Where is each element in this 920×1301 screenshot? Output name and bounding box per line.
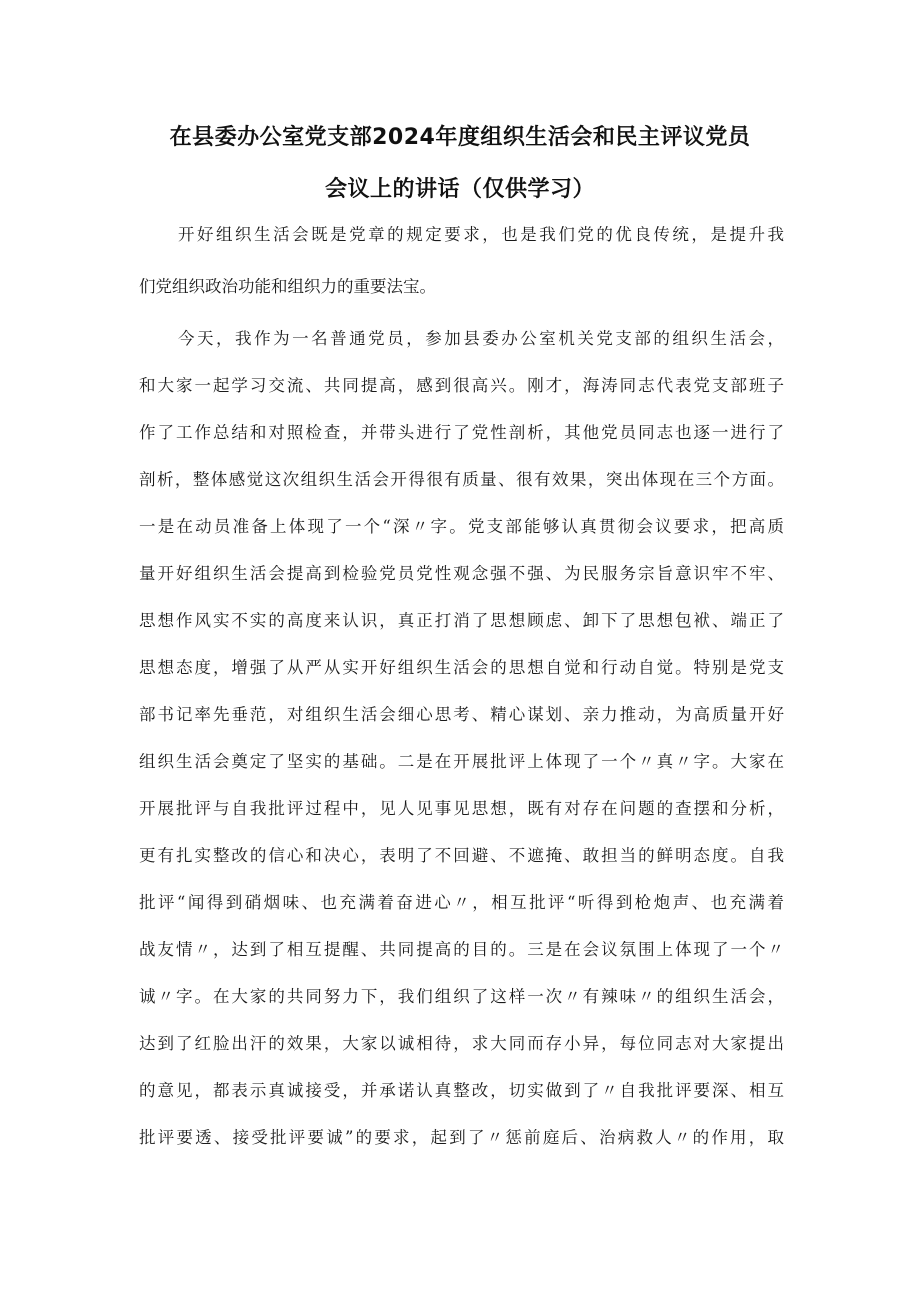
paragraph-2-line-7: 思想作风实不实的高度来认识，真正打消了思想顾虑、卸下了思想包袱、端正了 bbox=[139, 611, 784, 630]
paragraph-2-line-13: 批评“闻得到硝烟味、也充满着奋进心〃，相互批评“听得到枪炮声、也充满着 bbox=[139, 893, 784, 912]
paragraph-2-line-5: 一是在动员准备上体现了一个“深〃字。党支部能够认真贯彻会议要求，把高质 bbox=[139, 517, 784, 536]
paragraph-2-line-11: 开展批评与自我批评过程中，见人见事见思想，既有对存在问题的查摆和分析， bbox=[139, 799, 784, 818]
paragraph-2-line-17: 的意见，都表示真诚接受，并承诺认真整改，切实做到了〃自我批评要深、相互 bbox=[139, 1081, 784, 1100]
paragraph-2-line-3: 作了工作总结和对照检查，并带头进行了党性剖析，其他党员同志也逐一进行了 bbox=[139, 423, 784, 442]
paragraph-2-line-9: 部书记率先垂范，对组织生活会细心思考、精心谋划、亲力推动，为高质量开好 bbox=[139, 705, 784, 724]
paragraph-2-line-14: 战友情〃，达到了相互提醒、共同提高的目的。三是在会议氛围上体现了一个〃 bbox=[139, 940, 784, 959]
paragraph-2-line-2: 和大家一起学习交流、共同提高，感到很高兴。刚才，海涛同志代表党支部班子 bbox=[139, 376, 784, 395]
paragraph-2-line-6: 量开好组织生活会提高到检验党员党性观念强不强、为民服务宗旨意识牢不牢、 bbox=[139, 564, 784, 583]
document-title-line-1: 在县委办公室党支部2024年度组织生活会和民主评议党员 bbox=[169, 125, 751, 150]
document-title-line-2: 会议上的讲话（仅供学习） bbox=[324, 177, 595, 202]
paragraph-2-line-15: 诚〃字。在大家的共同努力下，我们组织了这样一次〃有辣味〃的组织生活会， bbox=[139, 987, 784, 1006]
paragraph-1-line-1: 开好组织生活会既是党章的规定要求，也是我们党的优良传统，是提升我 bbox=[178, 225, 784, 244]
paragraph-2-line-4: 剖析，整体感觉这次组织生活会开得很有质量、很有效果，突出体现在三个方面。 bbox=[139, 470, 784, 489]
paragraph-2-line-18: 批评要透、接受批评要诚”的要求，起到了〃惩前庭后、治病救人〃的作用，取 bbox=[139, 1128, 784, 1147]
paragraph-1-line-2: 们党组织政治功能和组织力的重要法宝。 bbox=[139, 277, 436, 296]
paragraph-2-line-8: 思想态度，增强了从严从实开好组织生活会的思想自觉和行动自觉。特别是党支 bbox=[139, 658, 784, 677]
paragraph-2-line-1: 今天，我作为一名普通党员，参加县委办公室机关党支部的组织生活会， bbox=[178, 329, 784, 348]
paragraph-2-line-12: 更有扎实整改的信心和决心，表明了不回避、不遮掩、敢担当的鲜明态度。自我 bbox=[139, 846, 784, 865]
paragraph-2-line-16: 达到了红脸出汗的效果，大家以诚相待，求大同而存小异，每位同志对大家提出 bbox=[139, 1034, 784, 1053]
paragraph-2-line-10: 组织生活会奠定了坚实的基础。二是在开展批评上体现了一个〃真〃字。大家在 bbox=[139, 752, 784, 771]
